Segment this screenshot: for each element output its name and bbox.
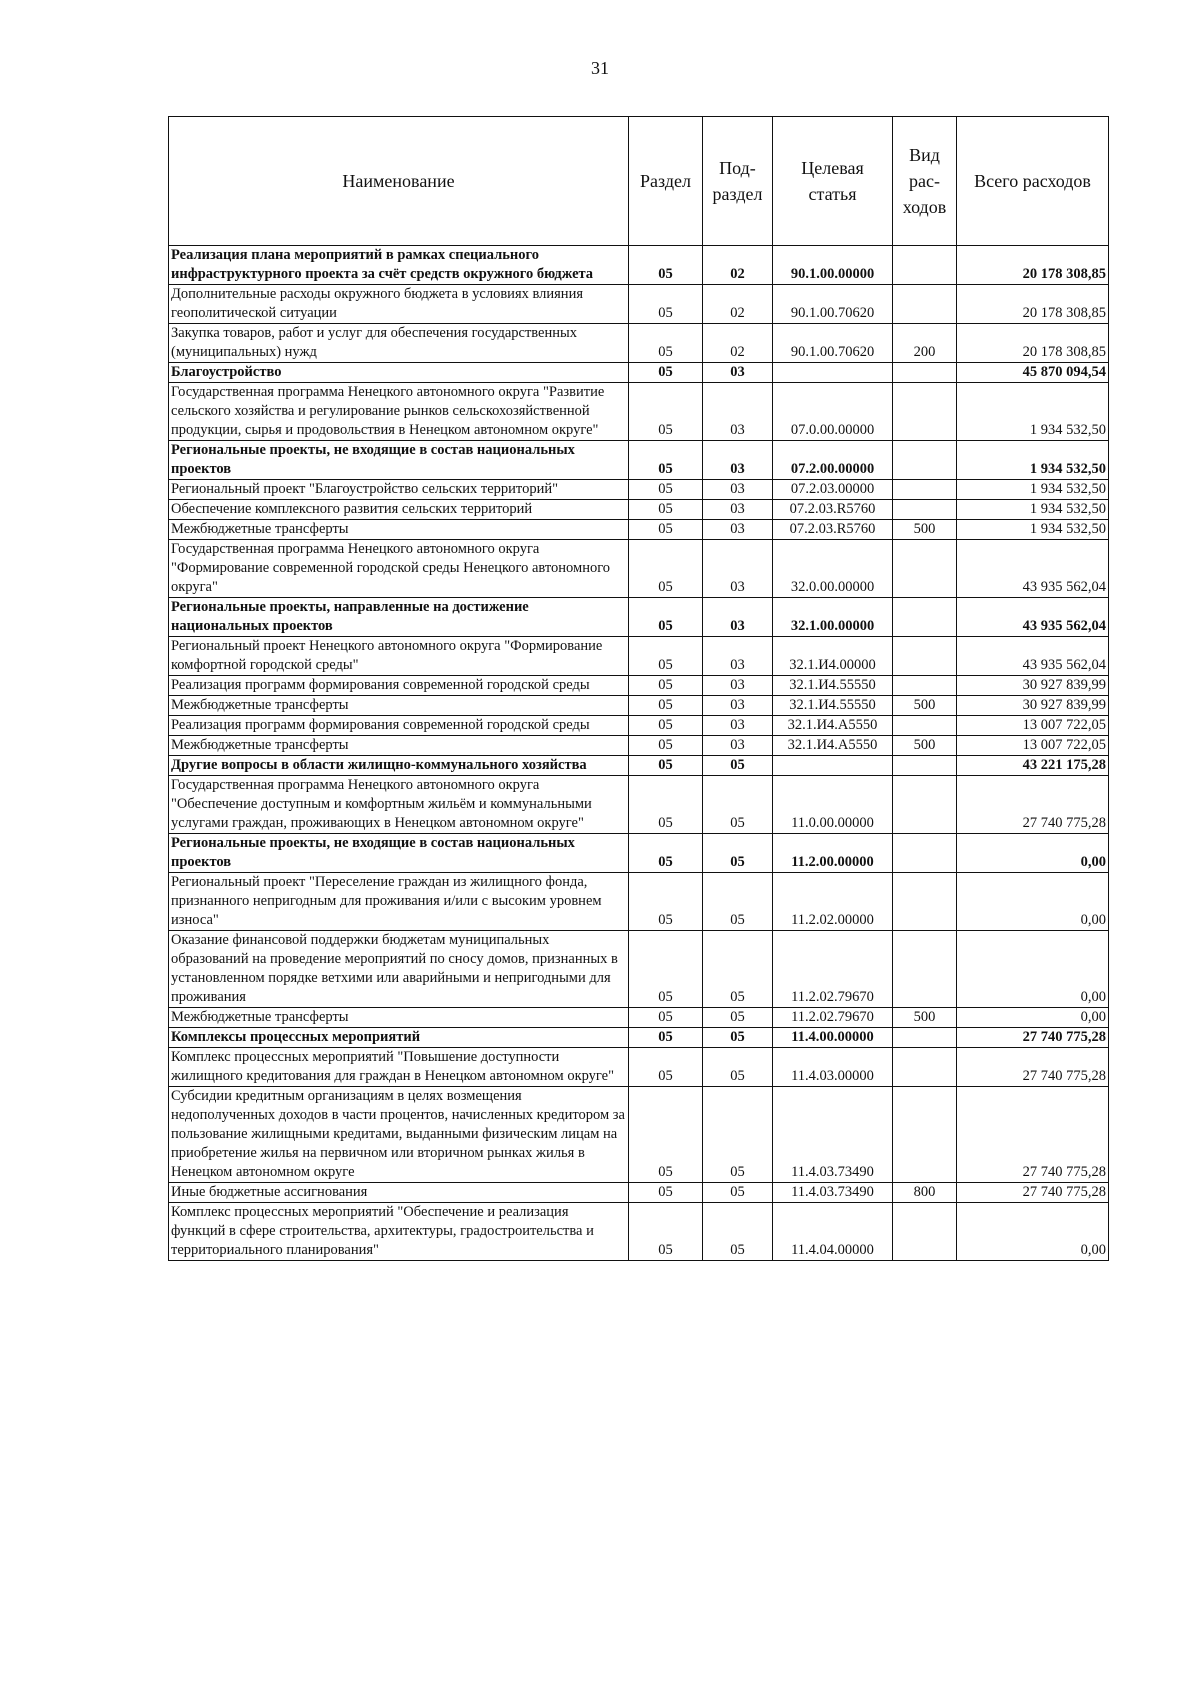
cell-name: Комплексы процессных мероприятий bbox=[169, 1028, 629, 1048]
cell-expense-type bbox=[893, 637, 957, 676]
cell-target: 90.1.00.00000 bbox=[773, 246, 893, 285]
cell-expense-type bbox=[893, 285, 957, 324]
table-row bbox=[169, 480, 1109, 500]
cell-total: 1 934 532,50 bbox=[957, 383, 1109, 441]
cell-total: 0,00 bbox=[957, 873, 1109, 931]
cell-total: 1 934 532,50 bbox=[957, 520, 1109, 540]
cell-section: 05 bbox=[629, 776, 703, 834]
cell-total: 0,00 bbox=[957, 931, 1109, 1008]
cell-name: Закупка товаров, работ и услуг для обеспечения государственных (муниципальных) нужд bbox=[169, 324, 629, 363]
budget-table bbox=[168, 116, 1109, 1261]
cell-subsection: 05 bbox=[703, 1183, 773, 1203]
cell-section: 05 bbox=[629, 324, 703, 363]
cell-expense-type bbox=[893, 540, 957, 598]
cell-expense-type bbox=[893, 1203, 957, 1261]
cell-subsection: 05 bbox=[703, 834, 773, 873]
cell-section: 05 bbox=[629, 676, 703, 696]
table-row bbox=[169, 598, 1109, 637]
cell-subsection: 03 bbox=[703, 540, 773, 598]
cell-section: 05 bbox=[629, 480, 703, 500]
cell-name: Реализация плана мероприятий в рамках специального инфраструктурного проекта за счёт средств окружного бюджета bbox=[169, 246, 629, 285]
cell-target: 32.1.И4.00000 bbox=[773, 637, 893, 676]
cell-total: 0,00 bbox=[957, 834, 1109, 873]
cell-name: Региональный проект "Благоустройство сельских территорий" bbox=[169, 480, 629, 500]
cell-expense-type bbox=[893, 441, 957, 480]
cell-section: 05 bbox=[629, 1008, 703, 1028]
cell-section: 05 bbox=[629, 285, 703, 324]
cell-total: 1 934 532,50 bbox=[957, 500, 1109, 520]
cell-expense-type bbox=[893, 383, 957, 441]
cell-name: Региональный проект "Переселение граждан из жилищного фонда, признанного непригодным для проживания и/или с высоким уровнем износа" bbox=[169, 873, 629, 931]
cell-subsection: 05 bbox=[703, 1203, 773, 1261]
cell-name: Региональные проекты, не входящие в состав национальных проектов bbox=[169, 834, 629, 873]
cell-target: 11.2.02.79670 bbox=[773, 931, 893, 1008]
cell-name: Субсидии кредитным организациям в целях возмещения недополученных доходов в части процентов, начисленных кредитором за пользование жилищными кредитами, выданными физическим лицам на приобретение жилья на первичном или вторичном рынках жилья в Ненецком автономном округе bbox=[169, 1087, 629, 1183]
cell-target: 32.0.00.00000 bbox=[773, 540, 893, 598]
cell-expense-type: 500 bbox=[893, 1008, 957, 1028]
cell-section: 05 bbox=[629, 736, 703, 756]
table-row bbox=[169, 1183, 1109, 1203]
cell-name: Иные бюджетные ассигнования bbox=[169, 1183, 629, 1203]
table-row bbox=[169, 285, 1109, 324]
cell-total: 13 007 722,05 bbox=[957, 716, 1109, 736]
table-row bbox=[169, 363, 1109, 383]
cell-expense-type bbox=[893, 500, 957, 520]
cell-subsection: 05 bbox=[703, 776, 773, 834]
cell-expense-type: 500 bbox=[893, 520, 957, 540]
cell-target: 32.1.00.00000 bbox=[773, 598, 893, 637]
table-row bbox=[169, 500, 1109, 520]
cell-subsection: 02 bbox=[703, 324, 773, 363]
cell-section: 05 bbox=[629, 1203, 703, 1261]
table-row bbox=[169, 736, 1109, 756]
cell-name: Межбюджетные трансферты bbox=[169, 520, 629, 540]
cell-section: 05 bbox=[629, 500, 703, 520]
cell-subsection: 03 bbox=[703, 500, 773, 520]
cell-expense-type bbox=[893, 1048, 957, 1087]
cell-target: 07.2.00.00000 bbox=[773, 441, 893, 480]
table-row bbox=[169, 637, 1109, 676]
cell-section: 05 bbox=[629, 246, 703, 285]
table-body bbox=[169, 246, 1109, 1261]
cell-name: Комплекс процессных мероприятий "Повышение доступности жилищного кредитования для граждан в Ненецком автономном округе" bbox=[169, 1048, 629, 1087]
cell-target: 11.4.04.00000 bbox=[773, 1203, 893, 1261]
table-row bbox=[169, 324, 1109, 363]
table-row bbox=[169, 441, 1109, 480]
cell-subsection: 05 bbox=[703, 931, 773, 1008]
cell-target: 90.1.00.70620 bbox=[773, 324, 893, 363]
cell-expense-type bbox=[893, 716, 957, 736]
cell-expense-type bbox=[893, 246, 957, 285]
cell-subsection: 05 bbox=[703, 1008, 773, 1028]
cell-name: Межбюджетные трансферты bbox=[169, 696, 629, 716]
cell-name: Дополнительные расходы окружного бюджета в условиях влияния геополитической ситуации bbox=[169, 285, 629, 324]
cell-total: 30 927 839,99 bbox=[957, 676, 1109, 696]
cell-total: 1 934 532,50 bbox=[957, 480, 1109, 500]
cell-target: 07.2.03.00000 bbox=[773, 480, 893, 500]
cell-section: 05 bbox=[629, 696, 703, 716]
table-row bbox=[169, 676, 1109, 696]
cell-total: 43 935 562,04 bbox=[957, 598, 1109, 637]
cell-expense-type bbox=[893, 480, 957, 500]
cell-subsection: 03 bbox=[703, 520, 773, 540]
cell-total: 0,00 bbox=[957, 1203, 1109, 1261]
cell-expense-type: 500 bbox=[893, 736, 957, 756]
cell-expense-type bbox=[893, 363, 957, 383]
cell-total: 20 178 308,85 bbox=[957, 285, 1109, 324]
page-number: 31 bbox=[591, 58, 609, 78]
cell-total: 27 740 775,28 bbox=[957, 1048, 1109, 1087]
cell-subsection: 03 bbox=[703, 736, 773, 756]
cell-subsection: 03 bbox=[703, 363, 773, 383]
header-total: Всего расходов bbox=[957, 117, 1109, 246]
cell-subsection: 03 bbox=[703, 383, 773, 441]
table-row bbox=[169, 716, 1109, 736]
cell-section: 05 bbox=[629, 873, 703, 931]
cell-name: Государственная программа Ненецкого автономного округа "Формирование современной городской среды Ненецкого автономного округа" bbox=[169, 540, 629, 598]
cell-subsection: 02 bbox=[703, 285, 773, 324]
cell-section: 05 bbox=[629, 1087, 703, 1183]
cell-subsection: 03 bbox=[703, 598, 773, 637]
cell-name: Комплекс процессных мероприятий "Обеспечение и реализация функций в сфере строительства, архитектуры, градостроительства и территориального планирования" bbox=[169, 1203, 629, 1261]
cell-expense-type bbox=[893, 931, 957, 1008]
table-row bbox=[169, 1008, 1109, 1028]
cell-name: Реализация программ формирования современной городской среды bbox=[169, 716, 629, 736]
cell-target: 11.4.03.73490 bbox=[773, 1183, 893, 1203]
cell-target: 32.1.И4.55550 bbox=[773, 676, 893, 696]
cell-target: 32.1.И4.А5550 bbox=[773, 716, 893, 736]
cell-section: 05 bbox=[629, 441, 703, 480]
header-target: Целевая статья bbox=[773, 117, 893, 246]
cell-section: 05 bbox=[629, 520, 703, 540]
cell-total: 13 007 722,05 bbox=[957, 736, 1109, 756]
cell-name: Региональные проекты, направленные на достижение национальных проектов bbox=[169, 598, 629, 637]
cell-section: 05 bbox=[629, 540, 703, 598]
cell-expense-type bbox=[893, 834, 957, 873]
cell-expense-type bbox=[893, 598, 957, 637]
cell-name: Благоустройство bbox=[169, 363, 629, 383]
cell-subsection: 03 bbox=[703, 716, 773, 736]
cell-total: 43 935 562,04 bbox=[957, 637, 1109, 676]
table-row bbox=[169, 540, 1109, 598]
cell-name: Обеспечение комплексного развития сельских территорий bbox=[169, 500, 629, 520]
cell-expense-type bbox=[893, 1087, 957, 1183]
table-header-row bbox=[169, 117, 1109, 246]
cell-subsection: 05 bbox=[703, 1048, 773, 1087]
cell-target bbox=[773, 363, 893, 383]
table-row bbox=[169, 776, 1109, 834]
table-row bbox=[169, 1203, 1109, 1261]
table-row bbox=[169, 756, 1109, 776]
cell-section: 05 bbox=[629, 716, 703, 736]
header-expense-type: Вид рас- ходов bbox=[893, 117, 957, 246]
cell-section: 05 bbox=[629, 931, 703, 1008]
table-row bbox=[169, 1028, 1109, 1048]
cell-expense-type bbox=[893, 756, 957, 776]
table-row bbox=[169, 246, 1109, 285]
cell-name: Государственная программа Ненецкого автономного округа "Обеспечение доступным и комфортным жильём и коммунальными услугами граждан, проживающих в Ненецком автономном округе" bbox=[169, 776, 629, 834]
cell-section: 05 bbox=[629, 383, 703, 441]
cell-name: Другие вопросы в области жилищно-коммунального хозяйства bbox=[169, 756, 629, 776]
cell-total: 27 740 775,28 bbox=[957, 1087, 1109, 1183]
table-row bbox=[169, 520, 1109, 540]
cell-total: 27 740 775,28 bbox=[957, 1183, 1109, 1203]
cell-target: 11.4.03.00000 bbox=[773, 1048, 893, 1087]
cell-total: 20 178 308,85 bbox=[957, 324, 1109, 363]
header-section: Раздел bbox=[629, 117, 703, 246]
table-row bbox=[169, 931, 1109, 1008]
cell-target bbox=[773, 756, 893, 776]
cell-section: 05 bbox=[629, 1048, 703, 1087]
cell-target: 07.2.03.R5760 bbox=[773, 500, 893, 520]
cell-name: Государственная программа Ненецкого автономного округа "Развитие сельского хозяйства и регулирование рынков сельскохозяйственной продукции, сырья и продовольствия в Ненецком автономном округе" bbox=[169, 383, 629, 441]
cell-name: Реализация программ формирования современной городской среды bbox=[169, 676, 629, 696]
cell-target: 11.0.00.00000 bbox=[773, 776, 893, 834]
cell-name: Оказание финансовой поддержки бюджетам муниципальных образований на проведение мероприятий по сносу домов, признанных в установленном порядке ветхими или аварийными и непригодными для проживания bbox=[169, 931, 629, 1008]
cell-section: 05 bbox=[629, 1028, 703, 1048]
cell-subsection: 03 bbox=[703, 480, 773, 500]
cell-subsection: 05 bbox=[703, 756, 773, 776]
cell-subsection: 02 bbox=[703, 246, 773, 285]
cell-target: 11.2.02.00000 bbox=[773, 873, 893, 931]
cell-section: 05 bbox=[629, 834, 703, 873]
cell-total: 27 740 775,28 bbox=[957, 776, 1109, 834]
table-row bbox=[169, 1087, 1109, 1183]
cell-section: 05 bbox=[629, 363, 703, 383]
cell-subsection: 03 bbox=[703, 637, 773, 676]
cell-subsection: 03 bbox=[703, 441, 773, 480]
table-row bbox=[169, 383, 1109, 441]
cell-name: Региональные проекты, не входящие в состав национальных проектов bbox=[169, 441, 629, 480]
cell-name: Межбюджетные трансферты bbox=[169, 1008, 629, 1028]
cell-total: 30 927 839,99 bbox=[957, 696, 1109, 716]
cell-expense-type bbox=[893, 873, 957, 931]
cell-name: Межбюджетные трансферты bbox=[169, 736, 629, 756]
table-row bbox=[169, 696, 1109, 716]
cell-expense-type bbox=[893, 676, 957, 696]
cell-target: 11.4.00.00000 bbox=[773, 1028, 893, 1048]
cell-total: 1 934 532,50 bbox=[957, 441, 1109, 480]
cell-subsection: 05 bbox=[703, 873, 773, 931]
cell-target: 32.1.И4.А5550 bbox=[773, 736, 893, 756]
cell-subsection: 03 bbox=[703, 696, 773, 716]
cell-total: 27 740 775,28 bbox=[957, 1028, 1109, 1048]
cell-section: 05 bbox=[629, 637, 703, 676]
cell-section: 05 bbox=[629, 1183, 703, 1203]
cell-expense-type: 200 bbox=[893, 324, 957, 363]
header-subsection: Под- раздел bbox=[703, 117, 773, 246]
cell-subsection: 05 bbox=[703, 1028, 773, 1048]
table-row bbox=[169, 873, 1109, 931]
cell-section: 05 bbox=[629, 756, 703, 776]
cell-expense-type bbox=[893, 1028, 957, 1048]
cell-total: 43 221 175,28 bbox=[957, 756, 1109, 776]
cell-subsection: 05 bbox=[703, 1087, 773, 1183]
cell-total: 45 870 094,54 bbox=[957, 363, 1109, 383]
cell-expense-type: 500 bbox=[893, 696, 957, 716]
cell-target: 07.2.03.R5760 bbox=[773, 520, 893, 540]
cell-target: 90.1.00.70620 bbox=[773, 285, 893, 324]
cell-target: 11.2.00.00000 bbox=[773, 834, 893, 873]
cell-total: 43 935 562,04 bbox=[957, 540, 1109, 598]
cell-expense-type bbox=[893, 776, 957, 834]
cell-subsection: 03 bbox=[703, 676, 773, 696]
cell-target: 11.4.03.73490 bbox=[773, 1087, 893, 1183]
table-row bbox=[169, 834, 1109, 873]
cell-total: 0,00 bbox=[957, 1008, 1109, 1028]
cell-name: Региональный проект Ненецкого автономного округа "Формирование комфортной городской среды" bbox=[169, 637, 629, 676]
cell-target: 32.1.И4.55550 bbox=[773, 696, 893, 716]
header-name: Наименование bbox=[169, 117, 629, 246]
cell-total: 20 178 308,85 bbox=[957, 246, 1109, 285]
table-row bbox=[169, 1048, 1109, 1087]
cell-target: 11.2.02.79670 bbox=[773, 1008, 893, 1028]
cell-expense-type: 800 bbox=[893, 1183, 957, 1203]
cell-section: 05 bbox=[629, 598, 703, 637]
cell-target: 07.0.00.00000 bbox=[773, 383, 893, 441]
